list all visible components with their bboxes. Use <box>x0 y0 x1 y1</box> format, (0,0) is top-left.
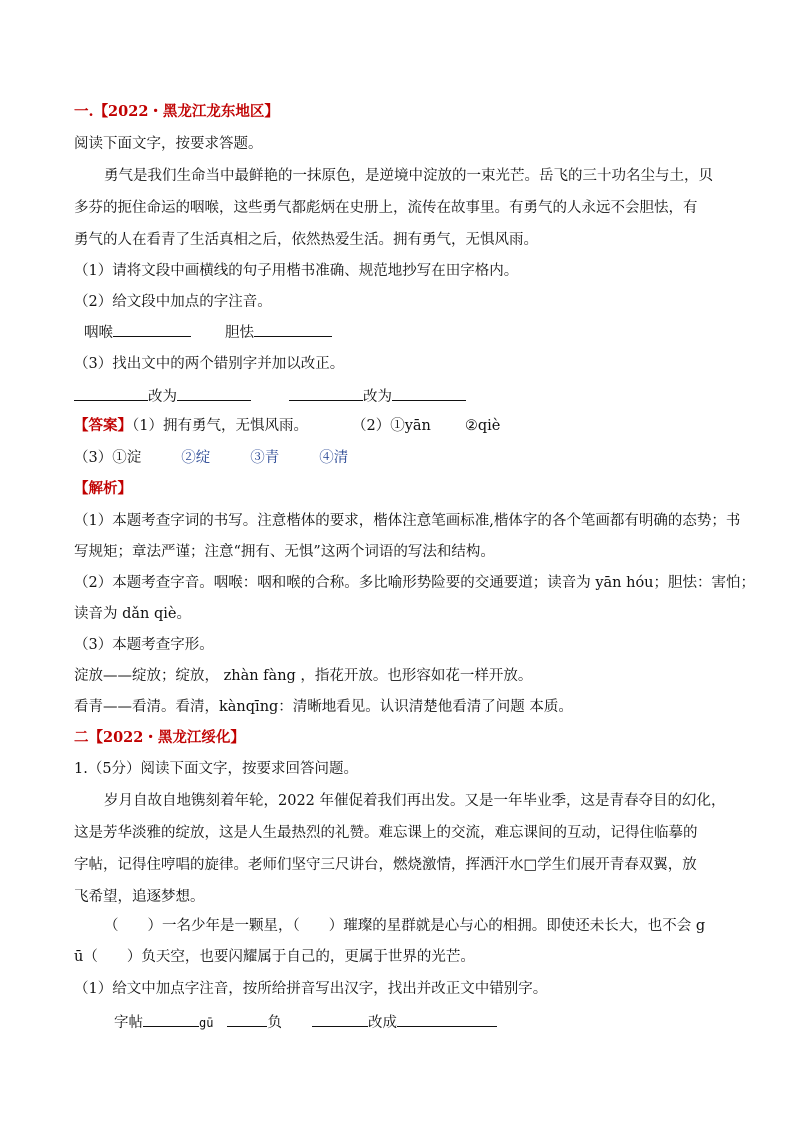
q1-blank-4[interactable] <box>177 386 251 401</box>
answer-tag: 【答案】 <box>74 417 132 434</box>
answer-3b: ②绽 <box>181 450 211 466</box>
q2-blank-3[interactable] <box>312 1012 368 1027</box>
analysis-line-2: 写规矩；章法严谨；注意“拥有、无惧”这两个词语的写法和结构。 <box>74 544 495 560</box>
analysis-line-1: （1）本题考查字词的书写。注意楷体的要求，楷体注意笔画标准,楷体字的各个笔画都有明确的态势；书 <box>74 513 741 529</box>
q1-heading-source: 【2022・黑龙江龙东地区】 <box>93 103 279 120</box>
q2-heading-source: 【2022・黑龙江绥化】 <box>88 729 245 746</box>
q2-fill-change: 改成 <box>367 1015 397 1031</box>
q1-passage-line-3: 勇气的人在看青了生活真相之后，依然热爱生活。拥有勇气，无惧风雨。 <box>74 232 538 248</box>
q1-instruction: 阅读下面文字，按要求答题。 <box>74 136 263 152</box>
analysis-tag: 【解析】 <box>74 480 132 497</box>
q2-blank-2[interactable] <box>227 1012 267 1027</box>
q1-passage-line-1: 勇气是我们生命当中最鲜艳的一抹原色，是逆境中淀放的一束光芒。岳飞的三十功名尘与土，贝 <box>104 168 713 184</box>
answer-3a: （3）①淀 <box>74 450 142 466</box>
q1-heading <box>74 102 279 122</box>
analysis-line-6: 淀放——绽放；绽放， zhàn fàng ，指花开放。也形容如花一样开放。 <box>74 668 533 684</box>
q2-fill-word-2: 负 <box>267 1015 282 1031</box>
analysis-line-7: 看青——看清。看清，kànqīng：清晰地看见。认识清楚他看清了问题 本质。 <box>74 699 573 715</box>
q1-correction-blanks <box>74 386 466 407</box>
answer-3d: ④清 <box>319 450 349 466</box>
answer-3c: ③青 <box>250 450 280 466</box>
q1-blank-1[interactable] <box>113 322 191 337</box>
analysis-line-3: （2）本题考查字音。咽喉：咽和喉的合称。多比喻形势险要的交通要道；读音为 yān hóu；胆怯：害怕； <box>74 575 756 591</box>
q1-word-1: 咽喉 <box>84 325 113 341</box>
q1-blank-3[interactable] <box>74 386 148 401</box>
q2-subquestion-1: （1）给文中加点字注音，按所给拼音写出汉字，找出并改正文中错别字。 <box>74 981 548 997</box>
q2-passage-line-1: 岁月自故自地镌刻着年轮，2022 年催促着我们再出发。又是一年毕业季，这是青春夺目的幻化， <box>104 793 726 809</box>
q1-change-label-2: 改为 <box>363 389 392 405</box>
q1-blank-5[interactable] <box>289 386 363 401</box>
answer-1: （1）拥有勇气，无惧风雨。 <box>132 418 308 434</box>
answer-2b: ②qiè <box>464 418 501 434</box>
q1-answer-line-2 <box>74 448 348 468</box>
analysis-line-4: 读音为 dǎn qiè。 <box>74 606 191 622</box>
q2-fill-blanks <box>114 1012 497 1033</box>
q1-blank-6[interactable] <box>392 386 466 401</box>
q1-subquestion-2: （2）给文段中加点的字注音。 <box>74 294 272 310</box>
analysis-line-5: （3）本题考查字形。 <box>74 637 214 653</box>
q1-pinyin-blanks <box>84 322 332 343</box>
q2-passage-line-3: 字帖，记得住哼唱的旋律。老师们坚守三尺讲台，燃烧激情，挥洒汗水□学生们展开青春双翼，放 <box>74 857 697 873</box>
q2-passage-line-5: （ ）一名少年是一颗星，（ ）璀璨的星群就是心与心的相拥。即使还未长大，也不会 g <box>104 918 706 934</box>
q1-subquestion-1: （1）请将文段中画横线的句子用楷书准确、规范地抄写在田字格内。 <box>74 263 519 279</box>
q1-word-2: 胆怯 <box>225 325 254 341</box>
q2-instruction: 1.（5分）阅读下面文字，按要求回答问题。 <box>74 761 359 777</box>
q2-heading-number: 二 <box>74 729 89 746</box>
q2-passage-line-6: ū（ ）负天空，也要闪耀属于自己的，更属于世界的光芒。 <box>74 949 475 965</box>
q2-fill-pinyin: gū <box>199 1016 214 1030</box>
answer-2a: （2）①yān <box>351 418 431 434</box>
q2-passage-line-2: 这是芳华淡雅的绽放，这是人生最热烈的礼赞。难忘课上的交流，难忘课间的互动，记得住临摹的 <box>74 825 698 841</box>
q1-subquestion-3: （3）找出文中的两个错别字并加以改正。 <box>74 356 345 372</box>
q2-heading <box>74 728 245 748</box>
q1-blank-2[interactable] <box>254 322 332 337</box>
q1-passage-line-2: 多芬的扼住命运的咽喉，这些勇气都彪炳在史册上，流传在故事里。有勇气的人永远不会胆怯，有 <box>74 200 698 216</box>
q1-heading-number: 一. <box>74 103 94 120</box>
q1-change-label-1: 改为 <box>148 389 177 405</box>
q2-fill-word-1: 字帖 <box>114 1015 143 1031</box>
q2-passage-line-4: 飞希望，追逐梦想。 <box>74 889 205 905</box>
q2-blank-1[interactable] <box>143 1012 199 1027</box>
q2-blank-4[interactable] <box>397 1012 497 1027</box>
q1-answer-line-1 <box>74 416 500 436</box>
